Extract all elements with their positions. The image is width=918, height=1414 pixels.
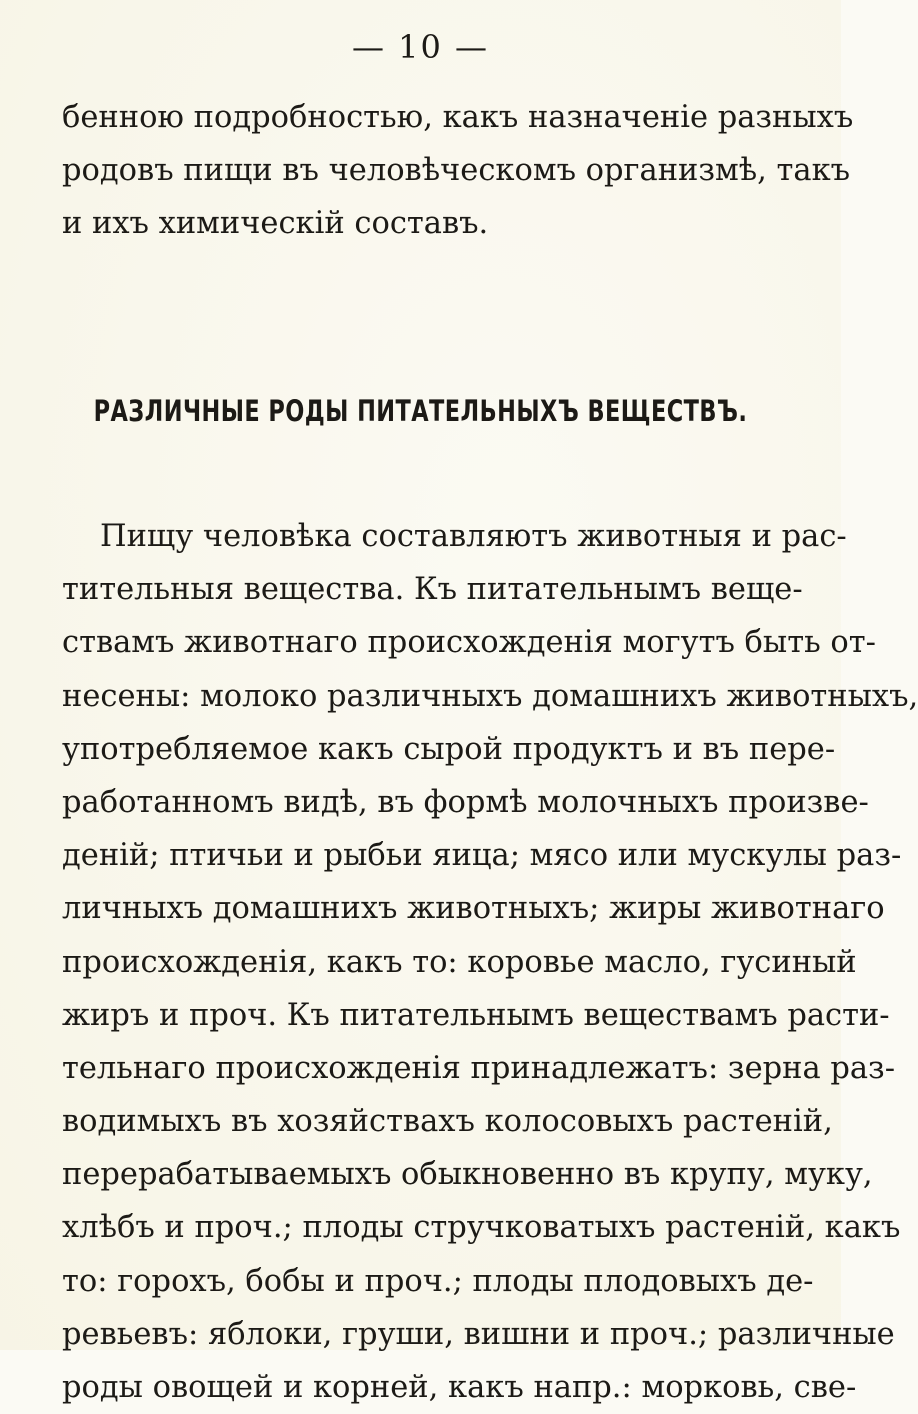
- body-paragraph: [62, 510, 918, 1414]
- text-line: то: горохъ, бобы и проч.; плоды плодовыхъ де-: [62, 1263, 814, 1299]
- text-line: водимыхъ въ хозяйствахъ колосовыхъ растенiй,: [62, 1104, 833, 1140]
- text-line: ревьевъ: яблоки, груши, вишни и проч.; различные: [62, 1316, 895, 1352]
- text-line: несены: молоко различныхъ домашнихъ животныхъ,: [62, 678, 918, 714]
- text-line: роды овощей и корней, какъ напр.: морковь, све-: [62, 1370, 857, 1405]
- page-number: — 10 —: [351, 28, 490, 66]
- text-line: и ихъ химическiй составъ.: [62, 206, 489, 242]
- text-line: родовъ пищи въ человѣческомъ организмѣ, такъ: [62, 153, 851, 189]
- text-line: происхожденiя, какъ то: коровье масло, гусиный: [62, 944, 857, 980]
- text-line: работанномъ видѣ, въ формѣ молочныхъ произве-: [62, 784, 869, 820]
- intro-paragraph: [62, 91, 854, 251]
- text-line: ствамъ животнаго происхожденiя могутъ быть от-: [62, 625, 876, 661]
- text-line: употребляемое какъ сырой продуктъ и въ пере-: [62, 731, 836, 767]
- section-heading: РАЗЛИЧНЫЕ РОДЫ ПИТАТЕЛЬНЫХЪ ВЕЩЕСТВЪ.: [93, 394, 748, 428]
- text-line: перерабатываемыхъ обыкновенно въ крупу, муку,: [62, 1157, 873, 1193]
- text-line: хлѣбъ и проч.; плоды стручковатыхъ растенiй, какъ: [62, 1210, 901, 1246]
- text-line: Пищу человѣка составляютъ животныя и рас-: [100, 519, 847, 554]
- text-line: денiй; птичьи и рыбьи яица; мясо или мускулы раз-: [62, 838, 902, 874]
- text-line: бенною подробностью, какъ назначенie разныхъ: [62, 100, 854, 135]
- text-line: тительныя вещества. Къ питательнымъ веще-: [62, 572, 803, 608]
- text-line: личныхъ домашнихъ животныхъ; жиры животнаго: [62, 891, 885, 927]
- text-line: тельнаго происхожденiя принадлежатъ: зерна раз-: [62, 1050, 896, 1086]
- text-line: жиръ и проч. Къ питательнымъ веществамъ расти-: [62, 997, 890, 1033]
